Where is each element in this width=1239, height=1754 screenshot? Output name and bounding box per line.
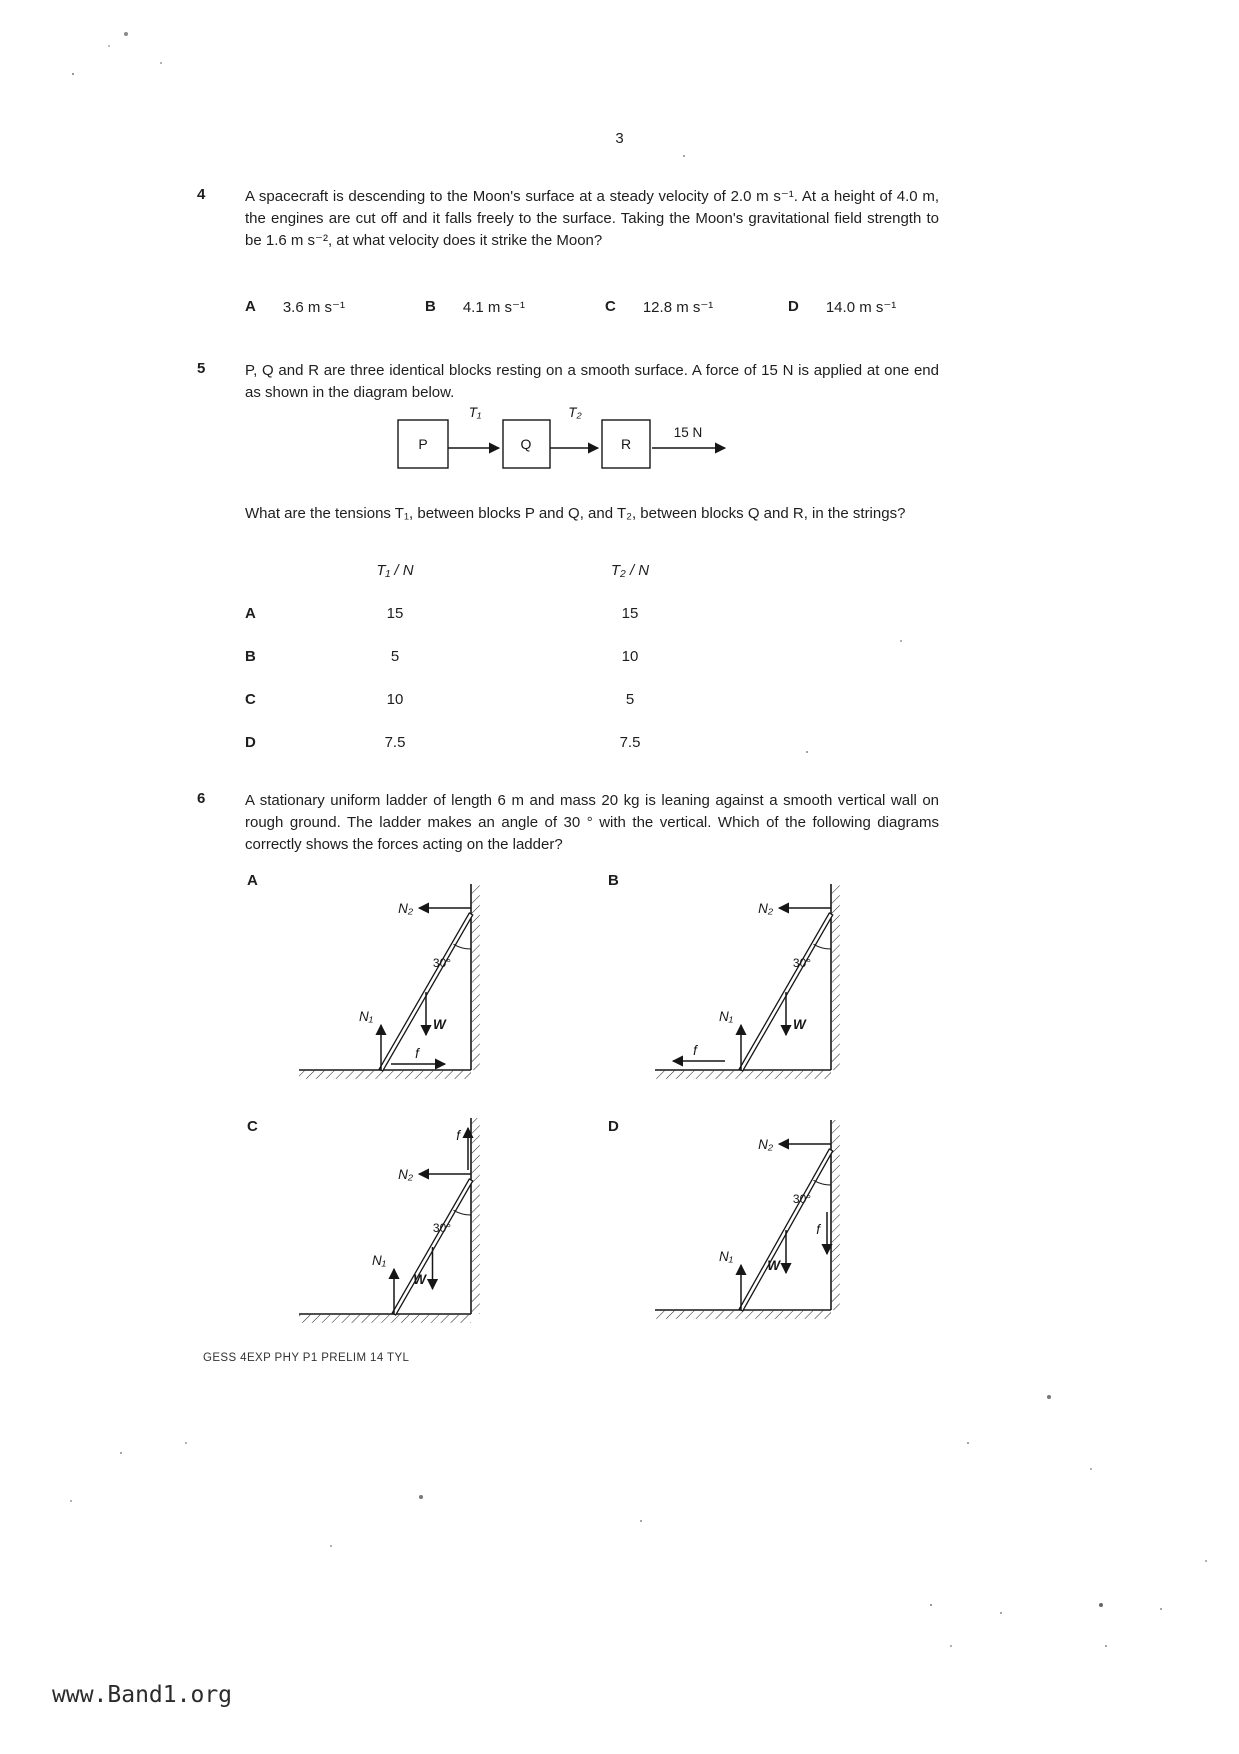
watermark: www.Band1.org [52,1682,233,1708]
wall [471,884,480,1070]
block-p-label: P [418,436,428,452]
question-5-text: P, Q and R are three identical blocks resting on a smooth surface. A force of 15 N is applied at one end as shown in the diagram below. [245,362,939,402]
force-n2 [758,901,831,916]
option-b-label: B [425,298,436,315]
n2-label: N₂ [398,1167,413,1182]
diagram-d-letter: D [608,1118,619,1135]
w-label: W [413,1272,426,1287]
angle-label: 30° [432,956,452,970]
force-n1 [719,1249,741,1310]
page-number: 3 [615,130,624,147]
scan-noise [0,0,2,2]
force-f [391,1046,445,1064]
tension-t1-label: T₁ [468,405,482,420]
ladder-diagram-c-svg [285,1112,520,1342]
force-w [426,992,447,1035]
force-w [786,992,807,1035]
row-b-t2: 10 [621,648,639,665]
w-label: W [433,1017,446,1032]
row-b-t1: 5 [390,648,400,665]
row-c-t2: 5 [625,691,635,708]
option-a [245,298,345,316]
diagram-a-letter: A [247,872,258,889]
table-row-a [245,605,685,627]
n1-label: N₁ [371,1253,386,1268]
n2-label: N₂ [398,901,413,916]
block-q-label: Q [520,436,532,452]
row-b-label: B [245,648,256,665]
w-label: W [767,1258,780,1273]
question-5-text-2: What are the tensions T₁, between blocks P and Q, and T₂, between blocks Q and R, in the strings? [245,505,906,522]
table-header-t2: T₂ / N [610,562,650,579]
question-4 [197,186,939,252]
question-5-table [245,562,685,777]
force-f [673,1043,725,1061]
wall [831,884,840,1070]
wall [471,1118,480,1314]
option-d-label: D [788,298,799,315]
option-c-label: C [605,298,616,315]
question-5 [197,360,939,404]
n1-label: N₁ [358,1009,373,1024]
force-f [456,1128,468,1170]
diagram-c-letter: C [247,1118,258,1135]
question-5-number: 5 [197,360,206,377]
table-row-c [245,691,685,713]
blocks-diagram-svg [393,405,733,477]
n2-label: N₂ [758,901,773,916]
ladder-diagram-b-svg [645,872,880,1092]
question-6 [197,790,939,856]
option-a-label: A [245,298,256,315]
force-n1 [372,1253,394,1314]
ladder-diagram-c [285,1112,520,1347]
n1-label: N₁ [718,1009,733,1024]
table-header-row [245,562,685,584]
ladder-diagram-a [285,872,520,1097]
question-4-number: 4 [197,186,206,203]
w-label: W [793,1017,806,1032]
force-n2 [758,1137,831,1152]
angle-label: 30° [432,1221,452,1235]
n1-label: N₁ [718,1249,733,1264]
ladder-diagram-a-svg [285,872,520,1092]
applied-force-label: 15 N [673,425,703,440]
question-5-diagram [393,405,733,482]
question-6-text: A stationary uniform ladder of length 6 m and mass 20 kg is leaning against a smooth vertical wall on rough ground. The ladder makes an angle of 30 ° with the vertical. Which of the following diagrams correctly shows the forces acting on the ladder? [245,792,939,854]
tension-t2-label: T₂ [568,405,582,420]
f-label: f [415,1046,419,1061]
force-f [816,1212,827,1254]
footer-code: GESS 4EXP PHY P1 PRELIM 14 TYL [203,1352,410,1364]
row-a-t2: 15 [621,605,639,622]
force-n2 [398,1167,471,1182]
ladder-diagram-d-svg [645,1112,880,1332]
table-row-d [245,734,685,756]
ground [299,1314,471,1323]
ladder-diagram-b [645,872,880,1097]
option-c-value: 12.8 m s⁻¹ [642,299,714,316]
option-a-value: 3.6 m s⁻¹ [282,299,345,316]
ground [299,1070,471,1079]
diagram-b-letter: B [608,872,619,889]
ladder-diagram-d [645,1112,880,1337]
row-c-label: C [245,691,256,708]
row-c-t1: 10 [386,691,404,708]
row-a-label: A [245,605,256,622]
angle-label: 30° [792,956,812,970]
force-n2 [398,901,471,916]
option-b-value: 4.1 m s⁻¹ [462,299,525,316]
row-d-t1: 7.5 [384,734,406,751]
f-label: f [816,1222,820,1237]
question-4-text: A spacecraft is descending to the Moon's surface at a steady velocity of 2.0 m s⁻¹. At a height of 4.0 m, the engines are cut off and it falls freely to the surface. Taking the Moon's gravitational field strength to be 1.6 m s⁻², at what velocity does it strike the Moon? [245,188,939,250]
wall [831,1120,840,1310]
option-b [425,298,525,316]
row-a-t1: 15 [386,605,404,622]
table-row-b [245,648,685,670]
row-d-label: D [245,734,256,751]
option-d [788,298,896,316]
block-r-label: R [620,436,632,452]
table-header-t1: T₁ / N [376,562,414,579]
row-d-t2: 7.5 [619,734,641,751]
angle-label: 30° [792,1192,812,1206]
option-c [605,298,713,316]
n2-label: N₂ [758,1137,773,1152]
question-4-options [245,298,975,320]
force-n1 [359,1009,381,1070]
option-d-value: 14.0 m s⁻¹ [825,299,897,316]
f-label: f [693,1043,697,1058]
question-6-number: 6 [197,790,206,807]
f-label: f [456,1128,460,1143]
